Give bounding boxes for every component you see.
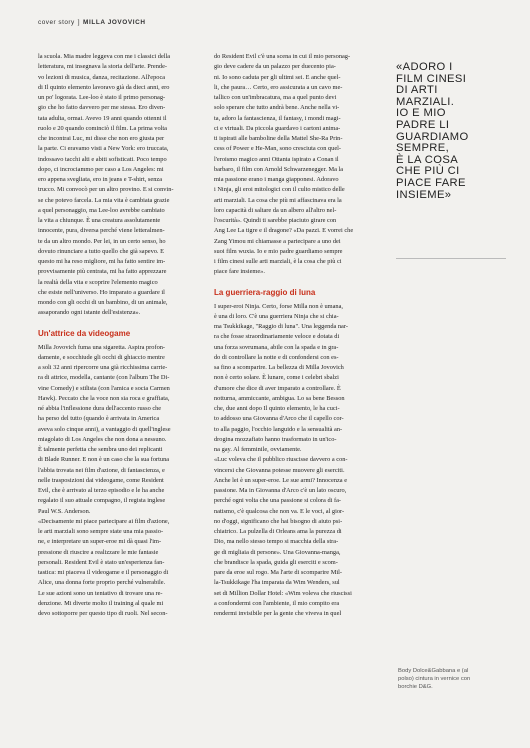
pull-quote: «ADORO I FILM CINESI DI ARTI MARZIALI. IO E MIO PADRE LI GUARDIAMO SEMPRE, È LA COSA CHE PIÙ CI PIACE FARE INSIEME»: [396, 61, 469, 201]
body-paragraph: «Decisamente mi piace partecipare ai film d'azione, le arti marziali sono sempre state una mia passio- ne, e interpretare un super-eroe mi dà quasi l'im- pressione di riuscire a realizzare le mie fantasie personali. Resident Evil è stato un'esperienza fan- tastica: mi piaceva il videogame e il personaggio di Alice, una donna forte proprio perché vulnerabile. Le sue azioni sono un tentativo di trovare una re- denzione. Mi diverte molto il training al quale mi devo sottoporre per questo tipo di ruoli. Nel secon-: [38, 517, 170, 617]
page-header: [38, 19, 146, 26]
body-paragraph: la scuola. Mia madre leggeva con me i classici della letteratura, mi insegnava la storia dell'arte. Prende- vo lezioni di musica, danza, recitazione. All'epoca di Il quinto elemento lavoravo già da dieci anni, ero un po' logorata. Lee-loo è stato il primo personag- gio che ho fatto davvero per me stessa. Ero diven- tata adulta, ormai. Avevo 19 anni quando ottenni il ruolo e 20 quando cominciò il film. La prima volta che incontrai Luc, mi disse che non ero giusta per la parte. Ci eravamo visti a New York: ero truccata, indossavo tacchi alti e abiti sofisticati. Poco tempo dopo, ci incrociammo per caso a Los Angeles: mi ero appena svegliata, ero in jeans e T-shirt, senza trucco. Mi convocò per un altro provino. E si convin- se che potevo farcela. La mia vita è cambiata grazie a quel personaggio, ma Lee-loo avrebbe cambiato la vita a chiunque. È una creatura assolutamente innocente, pura, diversa perché viene letteralmen- te da un altro mondo. Per lei, in un certo senso, ho dovuto rinunciare a tutto quello che già sapevo. E questo mi ha reso migliore, mi ha fatto sentire im- provvisamente più centrata, mi ha fatto apprezzare la realtà della vita e scoprire l'elemento magico che esiste nell'universo. Ho imparato a guardare il mondo con gli occhi di un bambino, di un animale, assaporando ogni istante dell'esistenza».: [38, 53, 174, 317]
section-separator: ]: [77, 19, 81, 26]
section-label: cover story: [38, 19, 75, 26]
body-paragraph: do Resident Evil c'è una scena in cui il mio personag- gio deve cadere da un palazzo per duecento pia- ni. Io sono caduta per gli ultimi sei. E anche quel- li, che paura… Certo, ero assicurata a un cavo me- tallico con un'imbracatura, ma a quel punto devi solo sperare che tutto andrà bene. Anche nella vi- ta, adoro la fantascienza, il fantasy, i mondi magi- ci e virtuali. Da piccola guardavo i cartoni anima- ti ispirati alle bamboline della Mattel She-Ra Prin- cess of Power e He-Man, sono cresciuta con quel- l'eroismo magico anni Ottanta ispirato a Conan il barbaro, il film con Arnold Schwarzenegger. Ma la mia passione erano i manga giapponesi. Adoravo i Ninja, gli eroi mitologici con il culto mistico delle arti marziali. La cosa che più mi affascinava era la loro capacità di saltare da un albero all'altro nel- l'oscurità». Quindi ti sarebbe piaciuto girare con Ang Lee La tigre e il dragone? «Da pazzi. E vorrei che Zang Yimou mi chiamasse a partecipare a uno dei suoi film wuxia. Io e mio padre guardiamo sempre i film cinesi sulle arti marziali, è la cosa che più ci piace fare insieme».: [214, 53, 354, 276]
body-paragraph: Milla Jovovich fuma una sigaretta. Aspira profon- damente, e socchiude gli occhi di ghiaccio mentre a soli 32 anni ripercorre una già ricchissima carrie- ra di attrice, modella, cantante (con l'album The Di- vine Comedy) e stilista (con l'amica e socia Carmen Hawk). Peccato che la voce non sia roca e graffiata, né abbia l'inflessione dura dell'accento russo che ha perso del tutto (quando è arrivata in America aveva solo cinque anni), a vantaggio di quell'inglese miagolato di Los Angeles che non dona a nessuno. È talmente perfetta che sembra uno dei replicanti di Blade Runner. E non è un caso che la sua fortuna l'abbia trovata nei film d'azione, di fantascienza, e nelle trasposizioni dai videogame, come Resident Evil, che è arrivato al terzo episodio e le ha anche regalato il suo attuale compagno, il regista inglese Paul W.S. Anderson.: [38, 343, 171, 515]
pull-quote-rule: [396, 258, 506, 259]
section-subheading: La guerriera-raggio di luna: [214, 287, 316, 297]
body-paragraph: «Luc voleva che il pubblico riuscisse davvero a con- vincersi che Giovanna potesse muovere gli eserciti. Anche lei è un super-eroe. Le sue armi? Innocenza e passione. Ma in Giovanna d'Arco c'è un lato oscuro, perché ogni volta che una passione si colora di fa- natismo, c'è qualcosa che non va. E le voci, al gior- no d'oggi, significano che hai bisogno di aiuto psi- chiatrico. La pulzella di Orleans ama la purezza di Dio, ma nello stesso tempo si macchia della stra- ge di migliaia di persone». Una Giovanna-manga, che brandisce la spada, guida gli eserciti e scom- pare da eroe sul rogo. Ma l'arte di scomparire Mil- la-Tsukkikage l'ha imparata da Wim Wenders, sul set di Million Dollar Hotel: «Wim voleva che riuscissi a confondermi con l'ambiente, il mio compito era rendermi invisibile per la gente che viveva in quel: [214, 456, 352, 617]
article-column-1: [38, 52, 196, 619]
subject-name: MILLA JOVOVICH: [83, 19, 146, 26]
section-subheading: Un'attrice da videogame: [38, 328, 131, 338]
article-column-2: [214, 52, 372, 619]
photo-caption: Body Dolce&Gabbana e (al polso) cintura in vernice con borchie D&G.: [398, 668, 471, 690]
body-paragraph: I super-eroi Ninja. Certo, forse Milla non è umana, è una di loro. C'è una guerriera Ninja che si chia- ma Tsukkikage, "Raggio di luna". Una leggenda nar- ra che fosse straordinariamente veloce e dotata di una forza sovrumana, abile con la spada e in gra- do di controllare la notte e di confondersi con es- sa fino a scomparire. La bellezza di Milla Jovovich non è certo solare. È lunare, come i celebri sbalzi d'umore che dice di aver imparato a controllare. È notturna, ammiccante, ambigua. Lo sa bene Besson che, due anni dopo Il quinto elemento, le ha cuci- to addosso una Giovanna d'Arco che il capello cor- to alla paggio, l'occhio languido e la sensualità an- drogina mozzafiato hanno trasformato in un'ico- na gay. Al femminile, ovviamente.: [214, 302, 348, 453]
